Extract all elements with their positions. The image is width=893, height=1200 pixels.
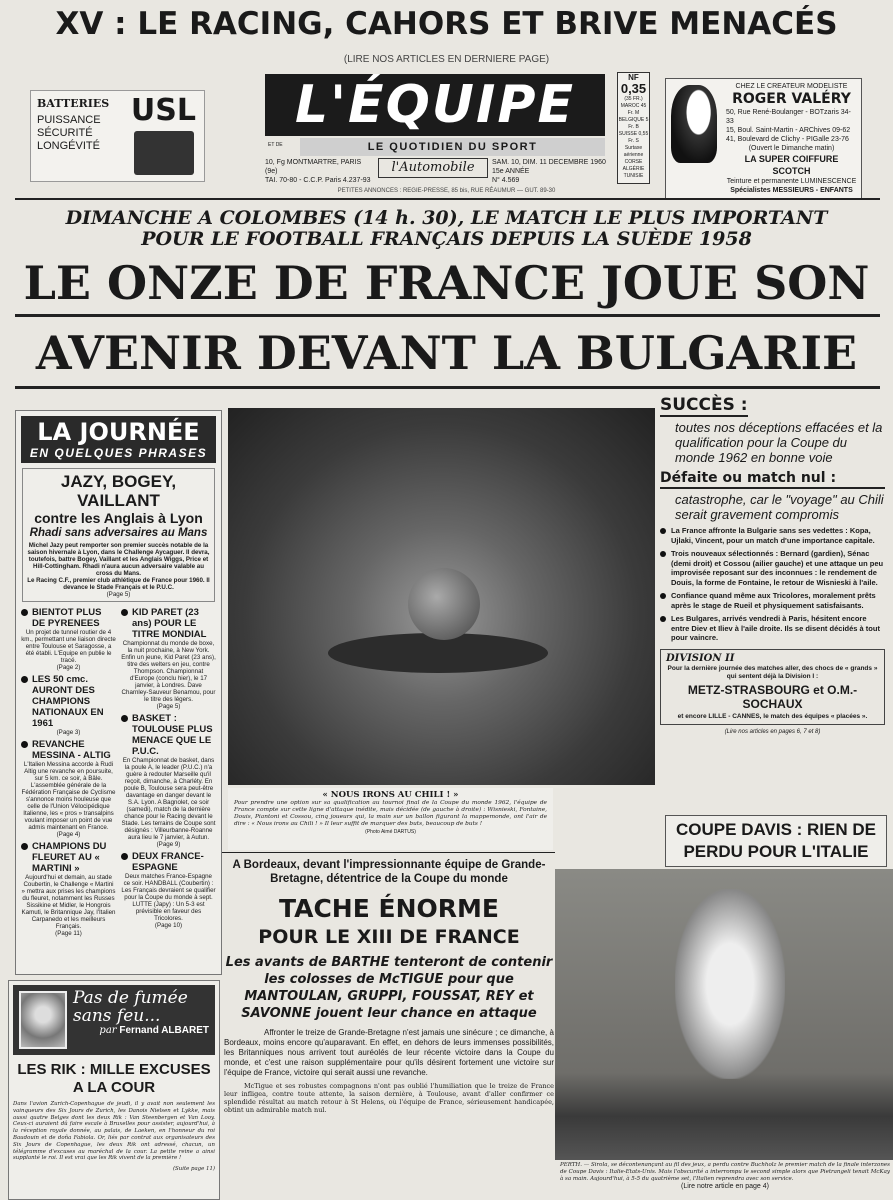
woman-face-illustration — [671, 85, 717, 163]
defaite-text: catastrophe, car le "voyage" au Chili serait gravement compromis — [675, 492, 884, 522]
column-header — [13, 985, 215, 1055]
tennis-photo — [555, 869, 893, 1160]
divider — [15, 314, 880, 317]
page-ref: (Page 11) — [55, 930, 82, 937]
brief-title: LES 50 cmc. AURONT DES CHAMPIONS NATIONAUX EN 1961 — [21, 674, 116, 729]
brief-column-left — [21, 607, 116, 940]
price-value: 0,35 — [620, 81, 647, 96]
brief-item — [121, 713, 216, 848]
ad-open: (Ouvert le Dimanche matin) — [748, 145, 835, 152]
succes-text: toutes nos déceptions effacées et la qualification pour la Coupe du monde 1962 en bonne voie — [675, 420, 883, 465]
page-ref: (Lire nos articles en pages 6, 7 et 8) — [724, 728, 821, 735]
la-journee-header — [21, 416, 216, 463]
caption-text: Pour prendre une option sur sa qualification au tournoi final de la Coupe du monde 1962, l'équipe de France compte sur cette ligne d'attaque inédite, mais décidée (de gauche à droite) : Wisnieski, Fontaine, Douis, Piantoni et Cossou, cinq joueurs qui, la main sur un ballon figurant la mappemonde, ont l'air de dire : « Nous irons au Chili ! » Il leur suffit de marquer des buts, beaucoup de buts ! — [234, 800, 547, 827]
rugby-title: TACHE ÉNORME — [279, 894, 499, 923]
ad-address: 15, Boul. Saint-Martin - ARChives 09-62 — [726, 127, 851, 134]
defaite-heading: Défaite ou match nul : — [660, 470, 885, 489]
ad-name: ROGER VALÉRY — [732, 91, 851, 107]
tennis-caption — [560, 1162, 890, 1191]
lead-subtitle: contre les Anglais à Lyon — [34, 510, 203, 526]
subhead-line: POUR LE FOOTBALL FRANÇAIS DEPUIS LA SUÈDE 1958 — [141, 228, 752, 250]
battery-image — [134, 131, 194, 175]
bullet-point: Confiance quand même aux Tricolores, moralement prêts après le stage de Rueil et physiquement satisfaisants. — [660, 591, 885, 610]
rugby-deck: Les avants de BARTHE tenteront de contenir les colosses de McTIGUE pour que MANTOULAN, GRUPPI, FOUSSAT, REY et SAVONNE jouent leur chance en attaque — [225, 955, 553, 1021]
page-ref: (Page 10) — [154, 922, 183, 929]
division-title: DIVISION II — [666, 652, 735, 664]
page-ref: (Page 2) — [56, 664, 81, 671]
ad-usl-line: LONGÉVITÉ — [37, 140, 100, 152]
ad-slogan: LA SUPER COIFFURE SCOTCH — [744, 154, 839, 176]
classified-note: PETITES ANNONCES : REGIE-PRESSE, 85 bis, RUE RÉAUMUR — GUT. 89-30 — [337, 188, 556, 194]
divider — [15, 386, 880, 389]
lead-text: Michel Jazy peut remporter son premier succès notable de la saison hivernale à Lyon, dans le Challenge Aycaguer. Il devra, toutefois, battre Bogey, Vaillant et les Anglais Wiggs, Price et Hill-Cottingham. Rhadi n'aura aucun adversaire valable au cross du Mans. — [27, 542, 210, 577]
caption-title: « NOUS IRONS AU CHILI ! » — [322, 790, 459, 800]
division-text: Pour la dernière journée des matches aller, des chocs de « grands » qui sentent déjà la Division I : — [667, 664, 878, 680]
brief-text: En Championnat de basket, dans la poule A, le leader (P.U.C.) n'a guère à redouter Marseille qu'il reçoit, dimanche, à Charléty. En poule B, Toulouse sera peut-être davantage en danger devant le S.A. Lyon. A Bagnolet, ce soir (samedi), match de la dernière chance pour le Racing devant le Stade. Les terrains de Coupe sont désignés : Villeurbanne-Roanne aura lieu le 7 janvier, à Autun. — [121, 757, 216, 841]
issue-number: N° 4.569 — [492, 177, 520, 184]
issue-year: 15e ANNÉE — [492, 168, 530, 175]
page-ref: (Page 3) — [56, 729, 81, 736]
brief-column-right — [121, 607, 216, 940]
price-other: BELGIQUE 5 Fr. B — [618, 117, 649, 130]
masthead-logo: L'ÉQUIPE — [265, 74, 605, 136]
brief-title: DEUX FRANCE-ESPAGNE — [121, 851, 216, 873]
brief-text: Championnat du monde de boxe, la nuit prochaine, à New York. Enfin un jeune, Kid Paret (23 ans), titre des welters en jeu, contre Thompson. Championnat d'Europe (conclu hier), le 17 janvier, à Londres. Dave Charnley-Sauveur Benamou, pour le titre des légers. — [121, 640, 216, 703]
ad-roger-valery — [665, 78, 862, 199]
page-ref: (Page 5) — [156, 703, 181, 710]
division-ii-box — [660, 649, 885, 725]
ad-usl-line: PUISSANCE — [37, 114, 101, 126]
rugby-paragraph: McTigue et ses robustes compagnons n'ont pas oublié l'humiliation que le treize de France leur infligea, contre toute attente, la saison dernière, à Toulouse, avant d'aller confirmer ce splendide résultat au match retour à St Helens, où l'équipe de France, sérieusement handicapée, obtint un admirable match nul. — [224, 1082, 554, 1114]
issue-date: SAM. 10, DIM. 11 DECEMBRE 1960 — [492, 159, 606, 166]
price-other: ALGÉRIE TUNISIE — [622, 166, 645, 179]
ad-usl-logo: USL — [130, 93, 196, 128]
masthead-address — [265, 158, 375, 185]
team-photo — [228, 408, 655, 785]
ad-usl-line: SÉCURITÉ — [37, 127, 93, 139]
brief-item — [121, 851, 216, 929]
lead-deck: Rhadi sans adversaires au Mans — [29, 527, 208, 539]
rugby-kicker: A Bordeaux, devant l'impressionnante équipe de Grande-Bretagne, détentrice de la Coupe du monde — [232, 859, 546, 885]
tennis-player — [675, 889, 785, 1079]
divider — [15, 198, 880, 200]
la-journee-title: LA JOURNÉE — [37, 418, 200, 446]
column-text: Dans l'avion Zurich-Copenhague de jeudi, il y avait non seulement les vainqueurs des Six Jours de Zurich, les Danois Nielsen et Lykke, mais aussi quatre Belges dont les deux Rik : Van Steenbergen et Van Looy. Ceux-ci auraient dû faire escale à Bruxelles pour assister, aujourd'hui, à la réception royale donnée, au palais, de Laeken, en l'honneur du roi Baudouin et de doña Fabiola. Or, liés par contrat aux organisateurs des Six Jours de Copenhague, les deux Rik ont adressé, chacun, un télégramme d'excuses au maréchal de la cour. La petite reine a ainsi supplanté le roi. Il est vrai que les Rik vivent de la première ! — [13, 1101, 215, 1162]
division-match: METZ-STRASBOURG et O.M.-SOCHAUX — [687, 682, 858, 711]
brief-text: Deux matches France-Espagne ce soir. HANDBALL (Coubertin) : Les Français devraient se qualifier pour la Coupe du monde à sept. LUTTE (Japy) : Un 5-3 est prévisible en faveur des Tricolores. — [121, 873, 216, 922]
masthead-automobile: l'Automobile — [378, 158, 488, 178]
masthead-date — [492, 158, 615, 185]
ad-address: 41, Boulevard de Clichy - PIGalle 23-76 — [726, 136, 849, 143]
la-journee-box — [15, 410, 222, 975]
masthead-tagline: LE QUOTIDIEN DU SPORT — [300, 138, 605, 156]
brief-title: CHAMPIONS DU FLEURET AU « MARTINI » — [21, 841, 116, 874]
price-box — [617, 72, 650, 184]
page-ref: (Lire notre article en page 4) — [681, 1183, 769, 1190]
ad-usl-title: BATTERIES — [37, 97, 110, 110]
ad-usl-batteries — [30, 90, 205, 182]
photo-caption — [228, 788, 553, 850]
main-headline-line2: AVENIR DEVANT LA BULGARIE — [35, 326, 858, 380]
brief-item — [21, 607, 116, 671]
brief-title: BIENTOT PLUS DE PYRENEES — [21, 607, 116, 629]
page-ref: (Page 9) — [156, 841, 181, 848]
rugby-article — [224, 858, 554, 1114]
page-ref: (Suite page 11) — [172, 1166, 215, 1173]
brief-text: Un projet de tunnel routier de 4 km., permettant une liaison directe entre Toulouse et Saragosse, a été établi. L'Equipe en publie le tracé. — [21, 629, 116, 664]
price-other: SUISSE 0,55 Fr. S — [618, 131, 649, 144]
brief-item — [21, 739, 116, 838]
globe-ball — [408, 568, 480, 640]
ad-address: 50, Rue René-Boulanger - BOTzaris 34-33 — [726, 109, 851, 125]
lead-title: JAZY, BOGEY, VAILLANT — [60, 472, 177, 510]
la-journee-subtitle: EN QUELQUES PHRASES — [29, 446, 208, 460]
page-ref: (Page 5) — [106, 591, 131, 598]
brief-item — [121, 607, 216, 710]
address-line: 10, Fg MONTMARTRE, PARIS (9e) — [265, 159, 362, 175]
rugby-title2: POUR LE XIII DE FRANCE — [258, 926, 520, 948]
brief-title: BASKET : TOULOUSE PLUS MENACE QUE LE P.U.C. — [121, 713, 216, 757]
price-old: (35 FR.) — [624, 96, 643, 102]
ad-perm: Teinture et permanente LUMINESCENCE — [726, 178, 857, 185]
top-headline: XV : LE RACING, CAHORS ET BRIVE MENACÉS — [55, 6, 838, 42]
brief-item — [21, 841, 116, 937]
rugby-paragraph: Affronter le treize de Grande-Bretagne n'est jamais une sinécure ; ce dimanche, à Bordeaux, moins encore qu'auparavant. En effet, en dehors de leurs immenses possibilités, les Britanniques nous arrivent tout auréolés de leur récente victoire dans la Coupe du monde, et c'est une raison supplémentaire pour qu'ils désirent fortement une victoire sur l'équipe de France, victoire qui serait aussi une revanche. — [224, 1028, 554, 1077]
bullet-point: Les Bulgares, arrivés vendredi à Paris, hésitent encore entre Diev et Iliev à l'aile droite. Ils se disent décidés à tout pour vaincre. — [660, 614, 885, 643]
right-column — [660, 395, 885, 736]
succes-heading: SUCCÈS : — [660, 395, 748, 415]
column-title: Pas de fumée sans feu... — [73, 988, 188, 1026]
ad-spec: Spécialistes MESSIEURS - ENFANTS — [730, 187, 853, 194]
photo-credit: (Photo Aimé DARTUS) — [365, 829, 416, 835]
lead-text: Le Racing C.F., premier club athlétique de France pour 1960. Il devance le Stade Français et le P.U.C. — [27, 577, 210, 591]
column-author: Fernand ALBARET — [119, 1025, 209, 1036]
price-other: MAROC 45 Fr. M — [620, 103, 647, 116]
phone-line: TAI. 70-80 - C.C.P. Paris 4.237-93 — [265, 177, 371, 184]
subhead-line: DIMANCHE A COLOMBES (14 h. 30), LE MATCH LE PLUS IMPORTANT — [65, 207, 828, 229]
brief-title: KID PARET (23 ans) POUR LE TITRE MONDIAL — [121, 607, 216, 640]
lead-brief — [22, 468, 215, 602]
coupe-davis-headline: COUPE DAVIS : RIEN DE PERDU POUR L'ITALIE — [665, 815, 887, 867]
main-headline-line1: LE ONZE DE FRANCE JOUE SON — [23, 256, 870, 310]
brief-item — [21, 674, 116, 736]
price-other: Surtaxe aérienne CORSE — [623, 145, 644, 165]
ad-intro: CHEZ LE CREATEUR MODELISTE — [735, 83, 848, 90]
masthead-et-de: ET DE — [268, 142, 283, 148]
bullet-point: Trois nouveaux sélectionnés : Bernard (gardien), Sénac (demi droit) et Cossou (ailier gauche) et une attaque un peu improvisée reposant sur des inconnues : le rendement de Douis, la forme de Fontaine, le retour de Wisnieski à l'aile. — [660, 549, 885, 587]
subheadline — [40, 208, 853, 250]
top-headline-note: (LIRE NOS ARTICLES EN DERNIERE PAGE) — [343, 54, 550, 65]
column-par: par — [99, 1025, 117, 1036]
author-photo — [19, 991, 67, 1049]
column-pas-de-fumee — [8, 980, 220, 1200]
price-currency: NF — [628, 73, 639, 82]
brief-text: L'Italien Messina accorde à Rudi Altig une revanche en poursuite, sur 5 km. ce soir, à Bâle. L'assemblée générale de la Fédération Française de Cyclisme s'annonce moins houleuse que celle de l'Union Vélocipédique Italienne, les « pros » transalpins voulant imposer un point de vue admis maintenant en France. — [21, 761, 116, 831]
divider — [222, 852, 555, 853]
page-ref: (Page 4) — [56, 831, 81, 838]
brief-text: Aujourd'hui et demain, au stade Coubertin, le Challenge « Martini » mettra aux prises les champions du fleuret, notamment les Russes Sissikine et Midler, le Hongrois Kamuti, le Britannique Jay, l'Italien Carpanedo et les meilleurs Français. — [21, 874, 116, 930]
brief-title: REVANCHE MESSINA - ALTIG — [21, 739, 116, 761]
bullet-point: La France affronte la Bulgarie sans ses vedettes : Kopa, Ujlaki, Vincent, pour un match d'une importance capitale. — [660, 526, 885, 545]
column-headline: LES RIK : MILLE EXCUSES A LA COUR — [17, 1061, 211, 1096]
division-more: et encore LILLE - CANNES, le match des équipes « placées ». — [677, 712, 868, 720]
caption-text: PERTH. — Sirola, se décontenançant au fil des jeux, a perdu contre Buchholz le premier match de la finale interzones de Coupe Davis : Italie-Etats-Unis. Mais l'obscurité a interrompu le second simple alors que Pietrangeli tenait McKay à sa main. Aujourd'hui, à 5-5 du quatrième set, l'Italien reprendra avec son service. — [560, 1162, 890, 1182]
